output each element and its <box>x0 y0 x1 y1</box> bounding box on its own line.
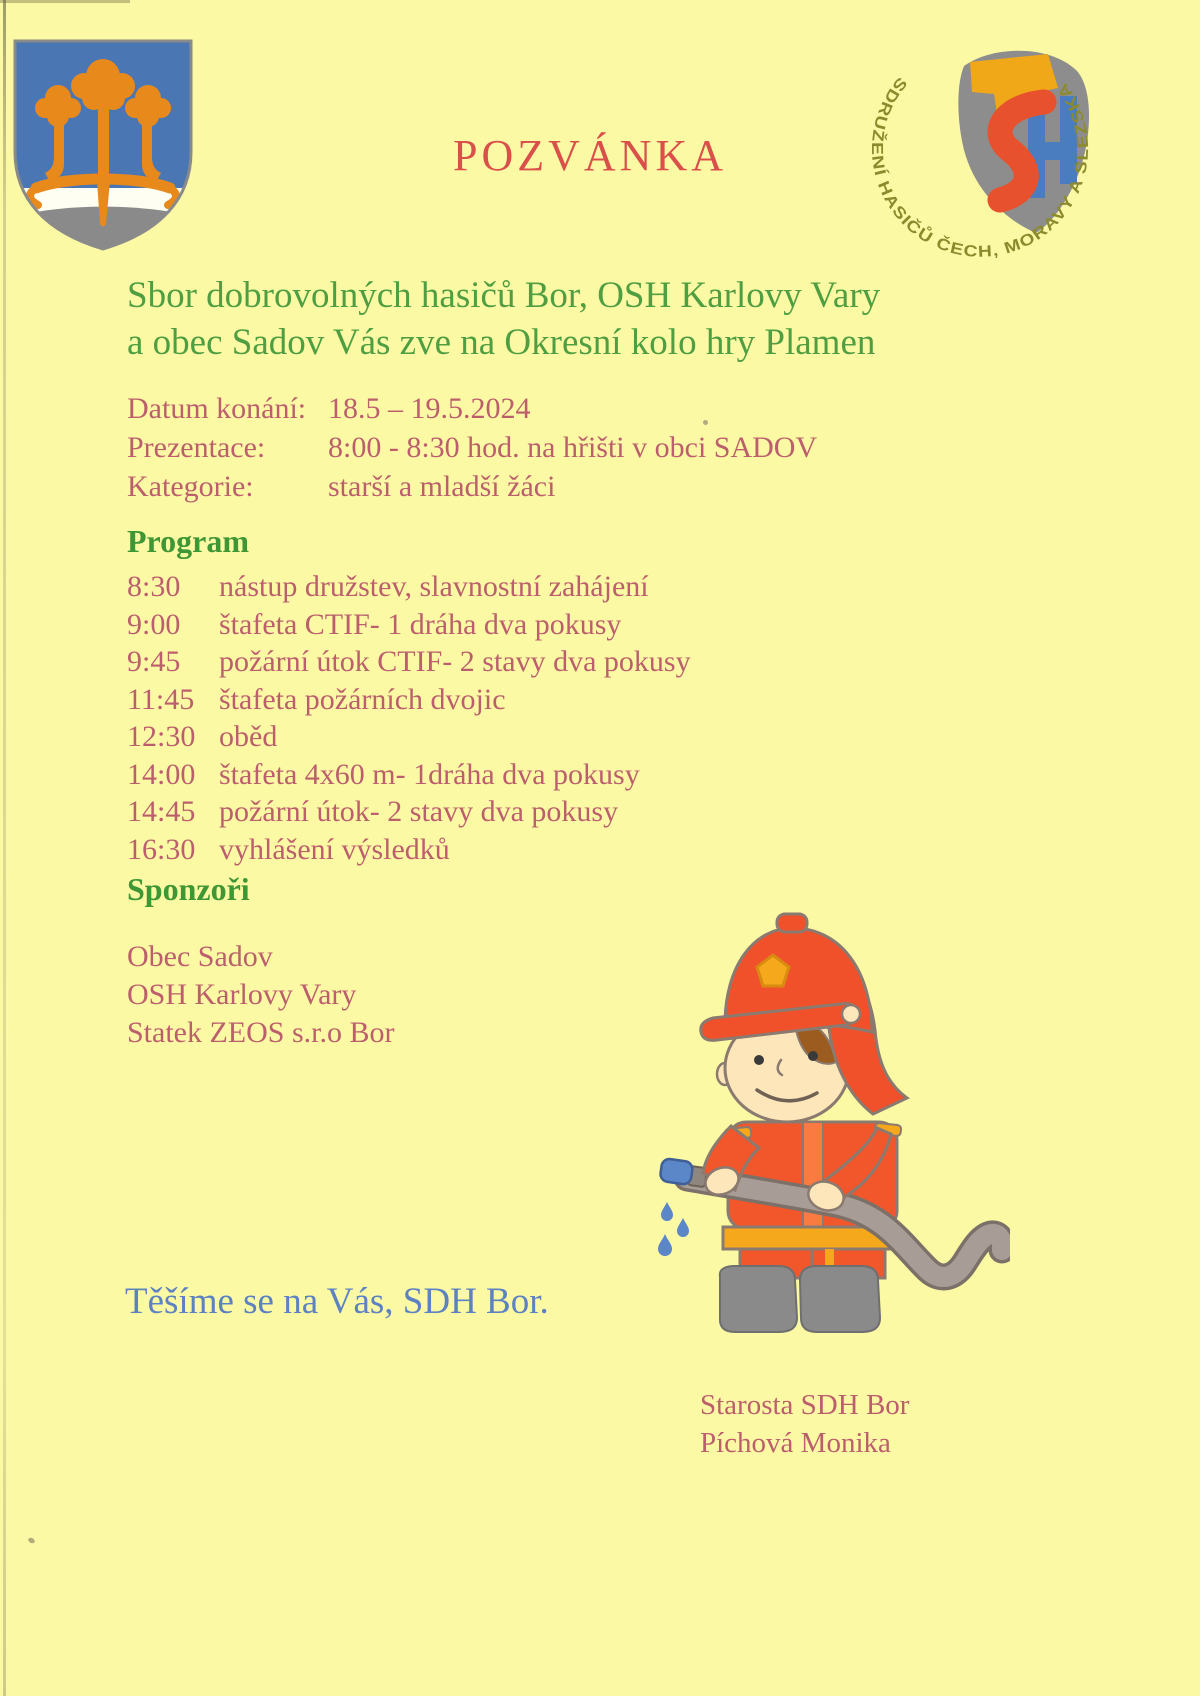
detail-row-presentation <box>127 431 817 470</box>
detail-label: Datum konání: <box>127 392 307 425</box>
program-item <box>127 608 691 646</box>
hose-nozzle <box>659 1158 693 1185</box>
program-time: 9:00 <box>127 607 181 641</box>
sh-association-logo-icon <box>852 30 1098 262</box>
scan-edge-artifact <box>3 0 6 1696</box>
sponsors-list <box>127 938 395 1052</box>
event-details <box>127 392 817 509</box>
page-title: POZVÁNKA <box>453 131 727 180</box>
sponsors-heading: Sponzoři <box>127 871 250 907</box>
program-item <box>127 645 691 683</box>
program-item <box>127 758 691 796</box>
program-activity: oběd <box>219 720 278 753</box>
program-item <box>127 720 691 758</box>
program-item <box>127 833 691 871</box>
program-time: 12:30 <box>127 720 196 753</box>
program-activity: štafeta CTIF- 1 dráha dva pokusy <box>219 607 622 641</box>
detail-label: Prezentace: <box>127 431 266 464</box>
invitation-heading-line2: a obec Sadov Vás zve na Okresní kolo hry Plamen <box>127 322 876 363</box>
program-item <box>127 795 691 833</box>
water-drops <box>658 1202 689 1256</box>
detail-row-category <box>127 470 817 509</box>
program-time: 14:00 <box>127 757 196 791</box>
logo-ring-text: SDRUŽENÍ HASIČŮ ČECH, MORAVY A SLEZSKA <box>867 73 1093 261</box>
program-activity: požární útok CTIF- 2 stavy dva pokusy <box>219 645 691 678</box>
sadov-coat-of-arms-icon <box>8 36 198 254</box>
detail-value: 8:00 - 8:30 hod. na hřišti v obci SADOV <box>328 431 818 464</box>
signature-name: Píchová Monika <box>700 1427 891 1459</box>
program-activity: požární útok- 2 stavy dva pokusy <box>219 795 619 828</box>
closing-line: Těšíme se na Vás, SDH Bor. <box>125 1281 549 1322</box>
detail-value: 18.5 – 19.5.2024 <box>328 392 531 425</box>
detail-label: Kategorie: <box>127 470 254 503</box>
program-time: 11:45 <box>127 682 195 716</box>
sponsor-item: Statek ZEOS s.r.o Bor <box>127 1016 395 1049</box>
invitation-heading <box>127 272 880 366</box>
invitation-heading-line1: Sbor dobrovolných hasičů Bor, OSH Karlovy Vary <box>127 275 881 316</box>
program-activity: štafeta požárních dvojic <box>219 682 506 716</box>
scan-edge-artifact-top <box>0 0 130 3</box>
program-item <box>127 683 691 721</box>
program-time: 9:45 <box>127 645 181 678</box>
program-activity: štafeta 4x60 m- 1dráha dva pokusy <box>219 757 640 791</box>
sponsor-item: Obec Sadov <box>127 940 273 973</box>
program-heading: Program <box>127 523 250 559</box>
program-activity: nástup družstev, slavnostní zahájení <box>219 570 649 603</box>
program-time: 14:45 <box>127 795 196 828</box>
program-list <box>127 570 691 870</box>
scan-speck <box>703 420 708 425</box>
program-time: 16:30 <box>127 832 196 866</box>
sponsor-item: OSH Karlovy Vary <box>127 978 357 1011</box>
program-item <box>127 570 691 608</box>
signature-block <box>700 1386 909 1462</box>
scan-speck <box>27 1537 36 1545</box>
program-time: 8:30 <box>127 570 181 603</box>
detail-row-date <box>127 392 817 431</box>
program-activity: vyhlášení výsledků <box>219 832 450 866</box>
detail-value: starší a mladší žáci <box>328 470 556 503</box>
signature-role: Starosta SDH Bor <box>700 1389 910 1421</box>
fireman-illustration-icon <box>645 910 1010 1340</box>
